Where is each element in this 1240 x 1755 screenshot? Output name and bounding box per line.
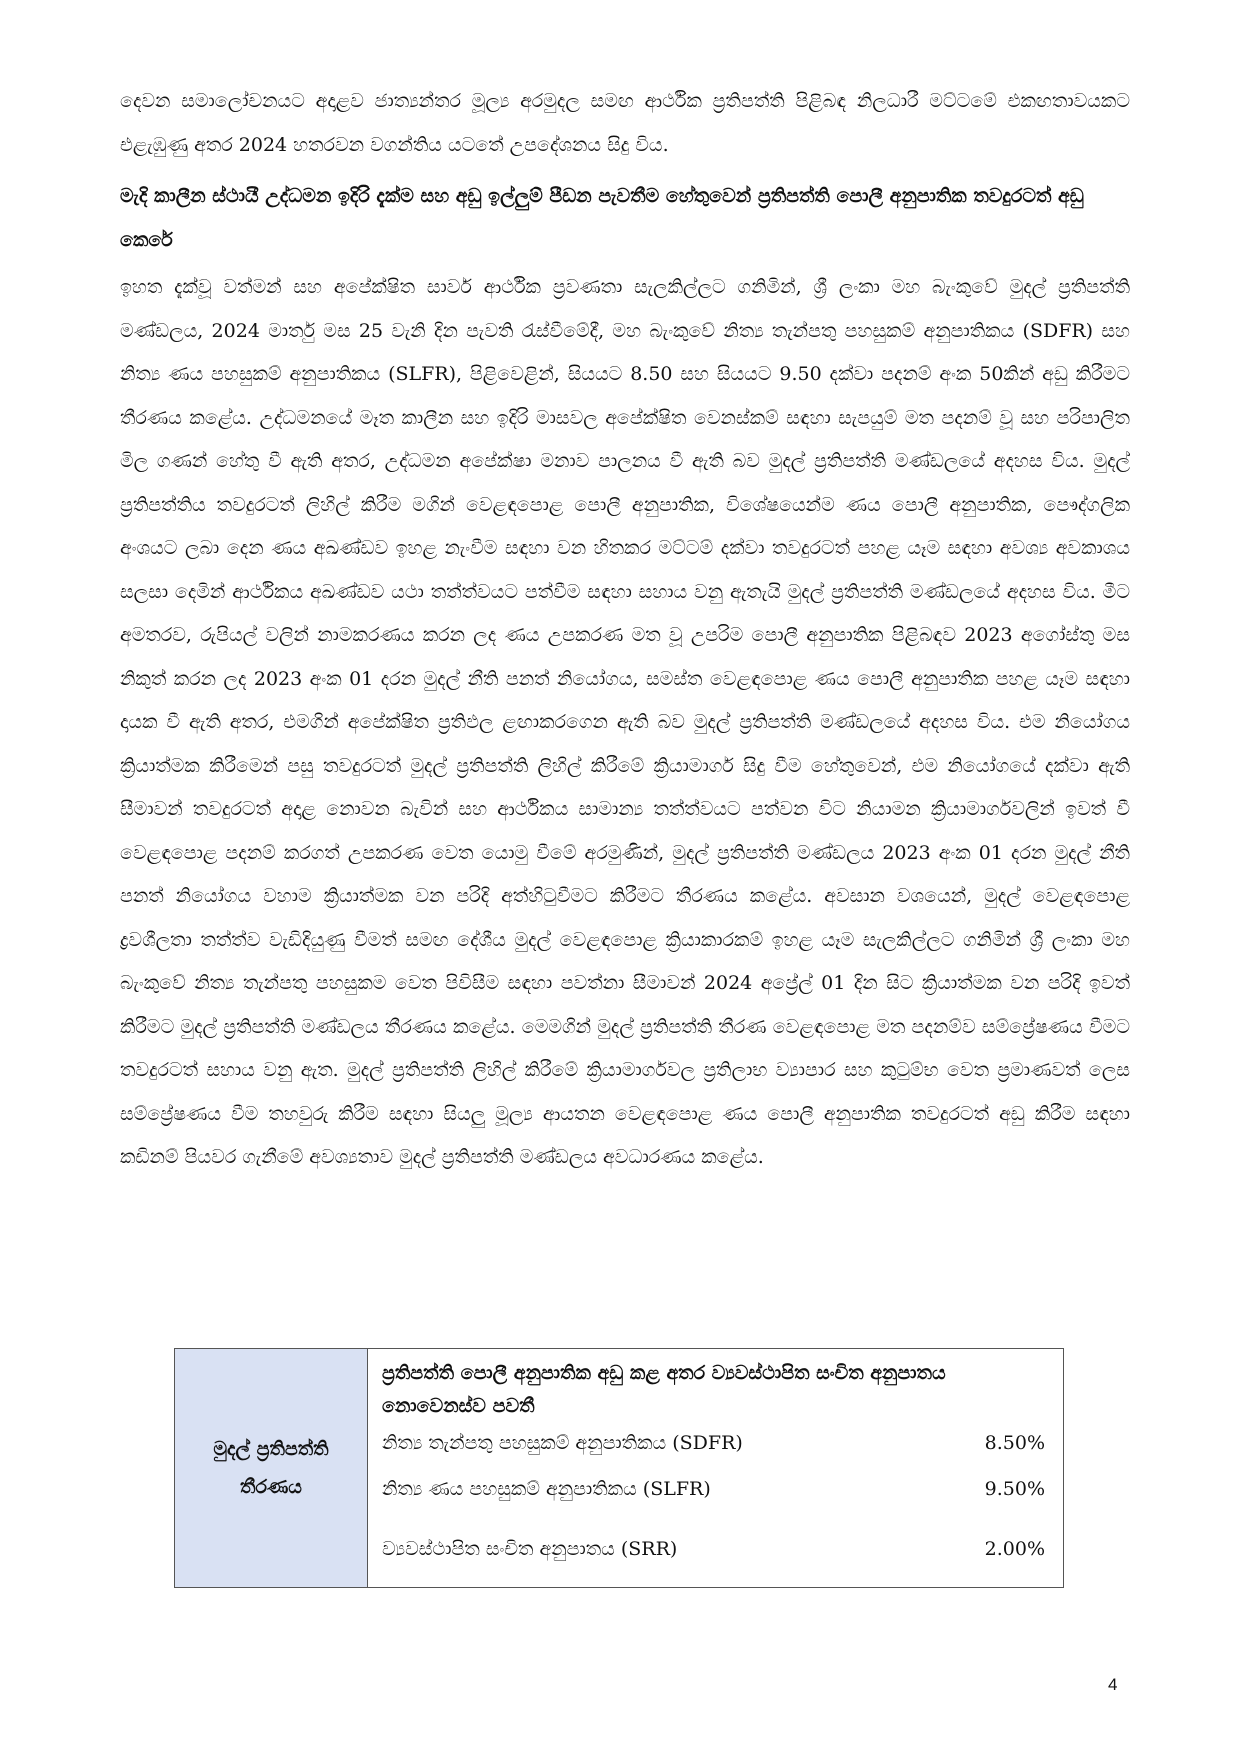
- section-heading: මැදි කාලීන ස්ථායී උද්ධමන ඉදිරි දැක්ම සහ අඩු ඉල්ලුම් පීඩන පැවතීම හේතුවෙන් ප්‍රතිපත්ති පොලී අනුපාතික තවදුරටත් අඩු කෙරේ: [120, 185, 1084, 251]
- decision-details-cell: [368, 1349, 1063, 1587]
- page-number: 4: [1108, 1675, 1118, 1694]
- rate-name: නිත්‍ය ණය පහසුකම් අනුපාතිකය (SLFR): [382, 1478, 711, 1500]
- intro-paragraph: දෙවන සමාලෝචනයට අදාළව ජාත්‍යන්තර මූල්‍ය අරමුදල සමඟ ආර්ථික ප්‍රතිපත්ති පිළිබඳ නිලධාරී මට්ටමේ එකඟතාවයකට එළැඹුණු අතර 2024 හතරවන වගන්තිය යටතේ උපදේශනය සිදු විය.: [120, 90, 1130, 156]
- document-body: [120, 80, 1130, 1180]
- rate-value: 9.50%: [984, 1478, 1045, 1500]
- rate-name: නිත්‍ය තැන්පතු පහසුකම් අනුපාතිකය (SDFR): [382, 1432, 743, 1454]
- decision-title: ප්‍රතිපත්ති පොලී අනුපාතික අඩු කළ අතර ව්‍යවස්ථාපිත සංචිත අනුපාතය නොවෙනස්ව පවතී: [382, 1362, 946, 1417]
- rate-row-slfr: [382, 1477, 1045, 1501]
- decision-label-cell: [175, 1349, 368, 1587]
- rate-value: 2.00%: [984, 1538, 1045, 1560]
- rate-row-sdfr: [382, 1431, 1045, 1455]
- policy-decision-box: [174, 1348, 1064, 1588]
- rate-value: 8.50%: [984, 1432, 1045, 1454]
- rate-name: ව්‍යවස්ථාපිත සංචිත අනුපාතය (SRR): [382, 1538, 678, 1560]
- rate-row-srr: [382, 1537, 1045, 1561]
- main-paragraph: ඉහත දැක්වූ වත්මන් සහ අපේක්ෂිත සාර්ව ආර්ථික ප්‍රවණතා සැලකිල්ලට ගනිමින්, ශ්‍රී ලංකා මහ බැංකුවේ මුදල් ප්‍රතිපත්ති මණ්ඩලය, 2024 මාර්තු මස 25 වැනි දින පැවති රැස්වීමේදී, මහ බැංකුවේ නිත්‍ය තැන්පතු පහසුකම් අනුපාතිකය (SDFR) සහ නිත්‍ය ණය පහසුකම් අනුපාතිකය (SLFR), පිළිවෙළින්, සියයට 8.50 සහ සියයට 9.50 දක්වා පදනම් අංක 50කින් අඩු කිරීමට තීරණය කළේය. උද්ධමනයේ මෑත කාලීන සහ ඉදිරි මාසවල අපේක්ෂිත වෙනස්කම් සඳහා සැපයුම් මත පදනම් වූ සහ පරිපාලිත මිල ගණන් හේතු වී ඇති අතර, උද්ධමන අපේක්ෂා මනාව පාලනය වී ඇති බව මුදල් ප්‍රතිපත්ති මණ්ඩලයේ අදහස විය. මුදල් ප්‍රතිපත්තිය තවදුරටත් ලිහිල් කිරීම මගින් වෙළඳපොළ පොලී අනුපාතික, විශේෂයෙන්ම ණය පොලී අනුපාතික, පෞද්ගලික අංශයට ලබා දෙන ණය අඛණ්ඩව ඉහළ නැංවීම සඳහා වන හිතකර මට්ටම් දක්වා තවදුරටත් පහළ යෑම සඳහා අවශ්‍ය අවකාශය සලසා දෙමින් ආර්ථිකය අඛණ්ඩව යථා තත්ත්වයට පත්වීම සඳහා සහාය වනු ඇතැයි මුදල් ප්‍රතිපත්ති මණ්ඩලයේ අදහස විය. මීට අමතරව, රුපියල් වලින් නාමකරණය කරන ලද ණය උපකරණ මත වූ උපරිම පොලී අනුපාතික පිළිබඳව 2023 අගෝස්තු මස නිකුත් කරන ලද 2023 අංක 01 දරන මුදල් නීති පනත් නියෝගය, සමස්ත වෙළඳපොළ ණය පොලී අනුපාතික පහළ යෑම සඳහා දායක වී ඇති අතර, එමගින් අපේක්ෂිත ප්‍රතිඵල ළඟාකරගෙන ඇති බව මුදල් ප්‍රතිපත්ති මණ්ඩලයේ අදහස විය. එම නියෝගය ක්‍රියාත්මක කිරීමෙන් පසු තවදුරටත් මුදල් ප්‍රතිපත්ති ලිහිල් කිරීමේ ක්‍රියාමාර්ග සිදු වීම හේතුවෙන්, එම නියෝගයේ දක්වා ඇති සීමාවන් තවදුරටත් අදාළ නොවන බැවින් සහ ආර්ථිකය සාමාන්‍ය තත්ත්වයට පත්වන විට නියාමන ක්‍රියාමාර්ගවලින් ඉවත් වී වෙළඳපොළ පදනම් කරගත් උපකරණ වෙත යොමු වීමේ අරමුණින්, මුදල් ප්‍රතිපත්ති මණ්ඩලය 2023 අංක 01 දරන මුදල් නීති පනත් නියෝගය වහාම ක්‍රියාත්මක වන පරිදි අත්හිටුවීමට කිරීමට තීරණය කළේය. අවසාන වශයෙන්, මුදල් වෙළඳපොළ ද්‍රවශීලතා තත්ත්ව වැඩිදියුණු වීමත් සමඟ දේශීය මුදල් වෙළඳපොළ ක්‍රියාකාරකම් ඉහළ යෑම සැලකිල්ලට ගනිමින් ශ්‍රී ලංකා මහ බැංකුවේ නිත්‍ය තැන්පතු පහසුකම වෙත පිවිසීම සඳහා පවත්නා සීමාවන් 2024 අප්‍රේල් 01 දින සිට ක්‍රියාත්මක වන පරිදි ඉවත් කිරීමට මුදල් ප්‍රතිපත්ති මණ්ඩලය තීරණය කළේය. මෙමගින් මුදල් ප්‍රතිපත්ති තීරණ වෙළඳපොළ මත පදනම්ව සම්ප්‍රේෂණය වීමට තවදුරටත් සහාය වනු ඇත. මුදල් ප්‍රතිපත්ති ලිහිල් කිරීමේ ක්‍රියාමාර්ගවල ප්‍රතිලාභ ව්‍යාපාර සහ කුටුම්භ වෙත ප්‍රමාණවත් ලෙස සම්ප්‍රේෂණය වීම තහවුරු කිරීම සඳහා සියලු මූල්‍ය ආයතන වෙළඳපොළ ණය පොලී අනුපාතික තවදුරටත් අඩු කිරීම සඳහා කඩිනම් පියවර ගැනීමේ අවශ්‍යතාව මුදල් ප්‍රතිපත්ති මණ්ඩලය අවධාරණය කළේය.: [120, 276, 1130, 1168]
- decision-label: මුදල් ප්‍රතිපත්ති තීරණය: [213, 1438, 329, 1498]
